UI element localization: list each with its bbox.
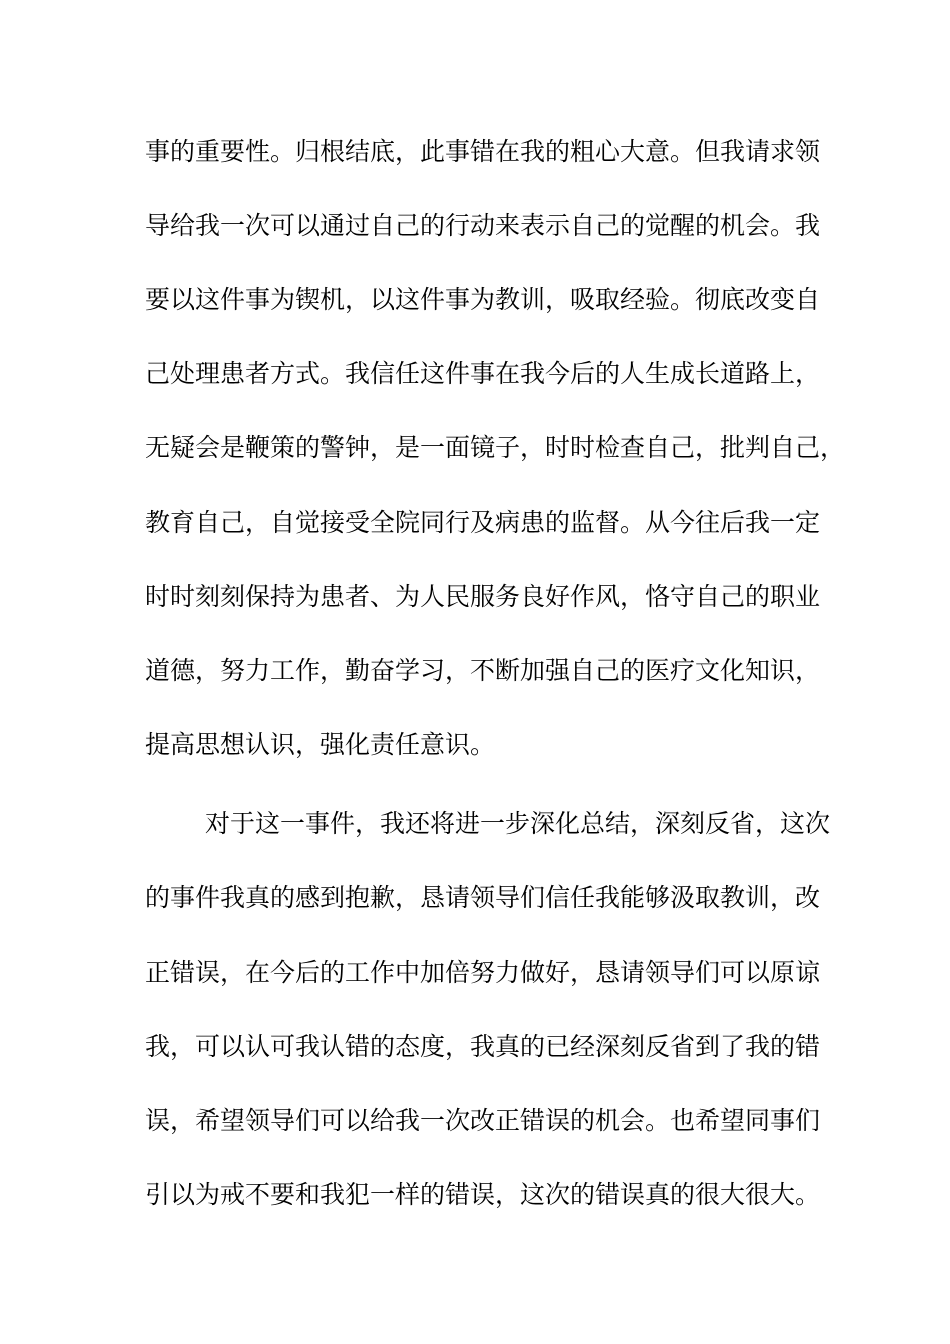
paragraph-1-line-9: 提高思想认识，强化责任意识。 [145, 730, 496, 759]
paragraph-1-line-5: 无疑会是鞭策的警钟，是一面镜子，时时检查自己，批判自己， [145, 433, 846, 462]
paragraph-1-line-8: 道德，努力工作，勤奋学习，不断加强自己的医疗文化知识， [145, 656, 821, 685]
paragraph-2-line-4: 我，可以认可我认错的态度，我真的已经深刻反省到了我的错 [145, 1032, 821, 1061]
paragraph-1-line-4: 己处理患者方式。我信任这件事在我今后的人生成长道路上， [145, 359, 821, 388]
paragraph-1-line-1: 事的重要性。归根结底，此事错在我的粗心大意。但我请求领 [145, 137, 821, 166]
paragraph-1-line-7: 时时刻刻保持为患者、为人民服务良好作风，恪守自己的职业 [145, 582, 821, 611]
paragraph-1-line-3: 要以这件事为锲机，以这件事为教训，吸取经验。彻底改变自 [145, 285, 821, 314]
paragraph-2-line-3: 正错误，在今后的工作中加倍努力做好，恳请领导们可以原谅 [145, 958, 821, 987]
paragraph-2-line-5: 误，希望领导们可以给我一次改正错误的机会。也希望同事们 [145, 1106, 821, 1135]
paragraph-1-line-2: 导给我一次可以通过自己的行动来表示自己的觉醒的机会。我 [145, 211, 821, 240]
paragraph-2-line-1: 对于这一事件，我还将进一步深化总结，深刻反省，这次 [205, 809, 831, 838]
paragraph-2-line-6: 引以为戒不要和我犯一样的错误，这次的错误真的很大很大。 [145, 1180, 821, 1209]
paragraph-2-line-2: 的事件我真的感到抱歉，恳请领导们信任我能够汲取教训，改 [145, 883, 821, 912]
paragraph-1-line-6: 教育自己，自觉接受全院同行及病患的监督。从今往后我一定 [145, 508, 821, 537]
